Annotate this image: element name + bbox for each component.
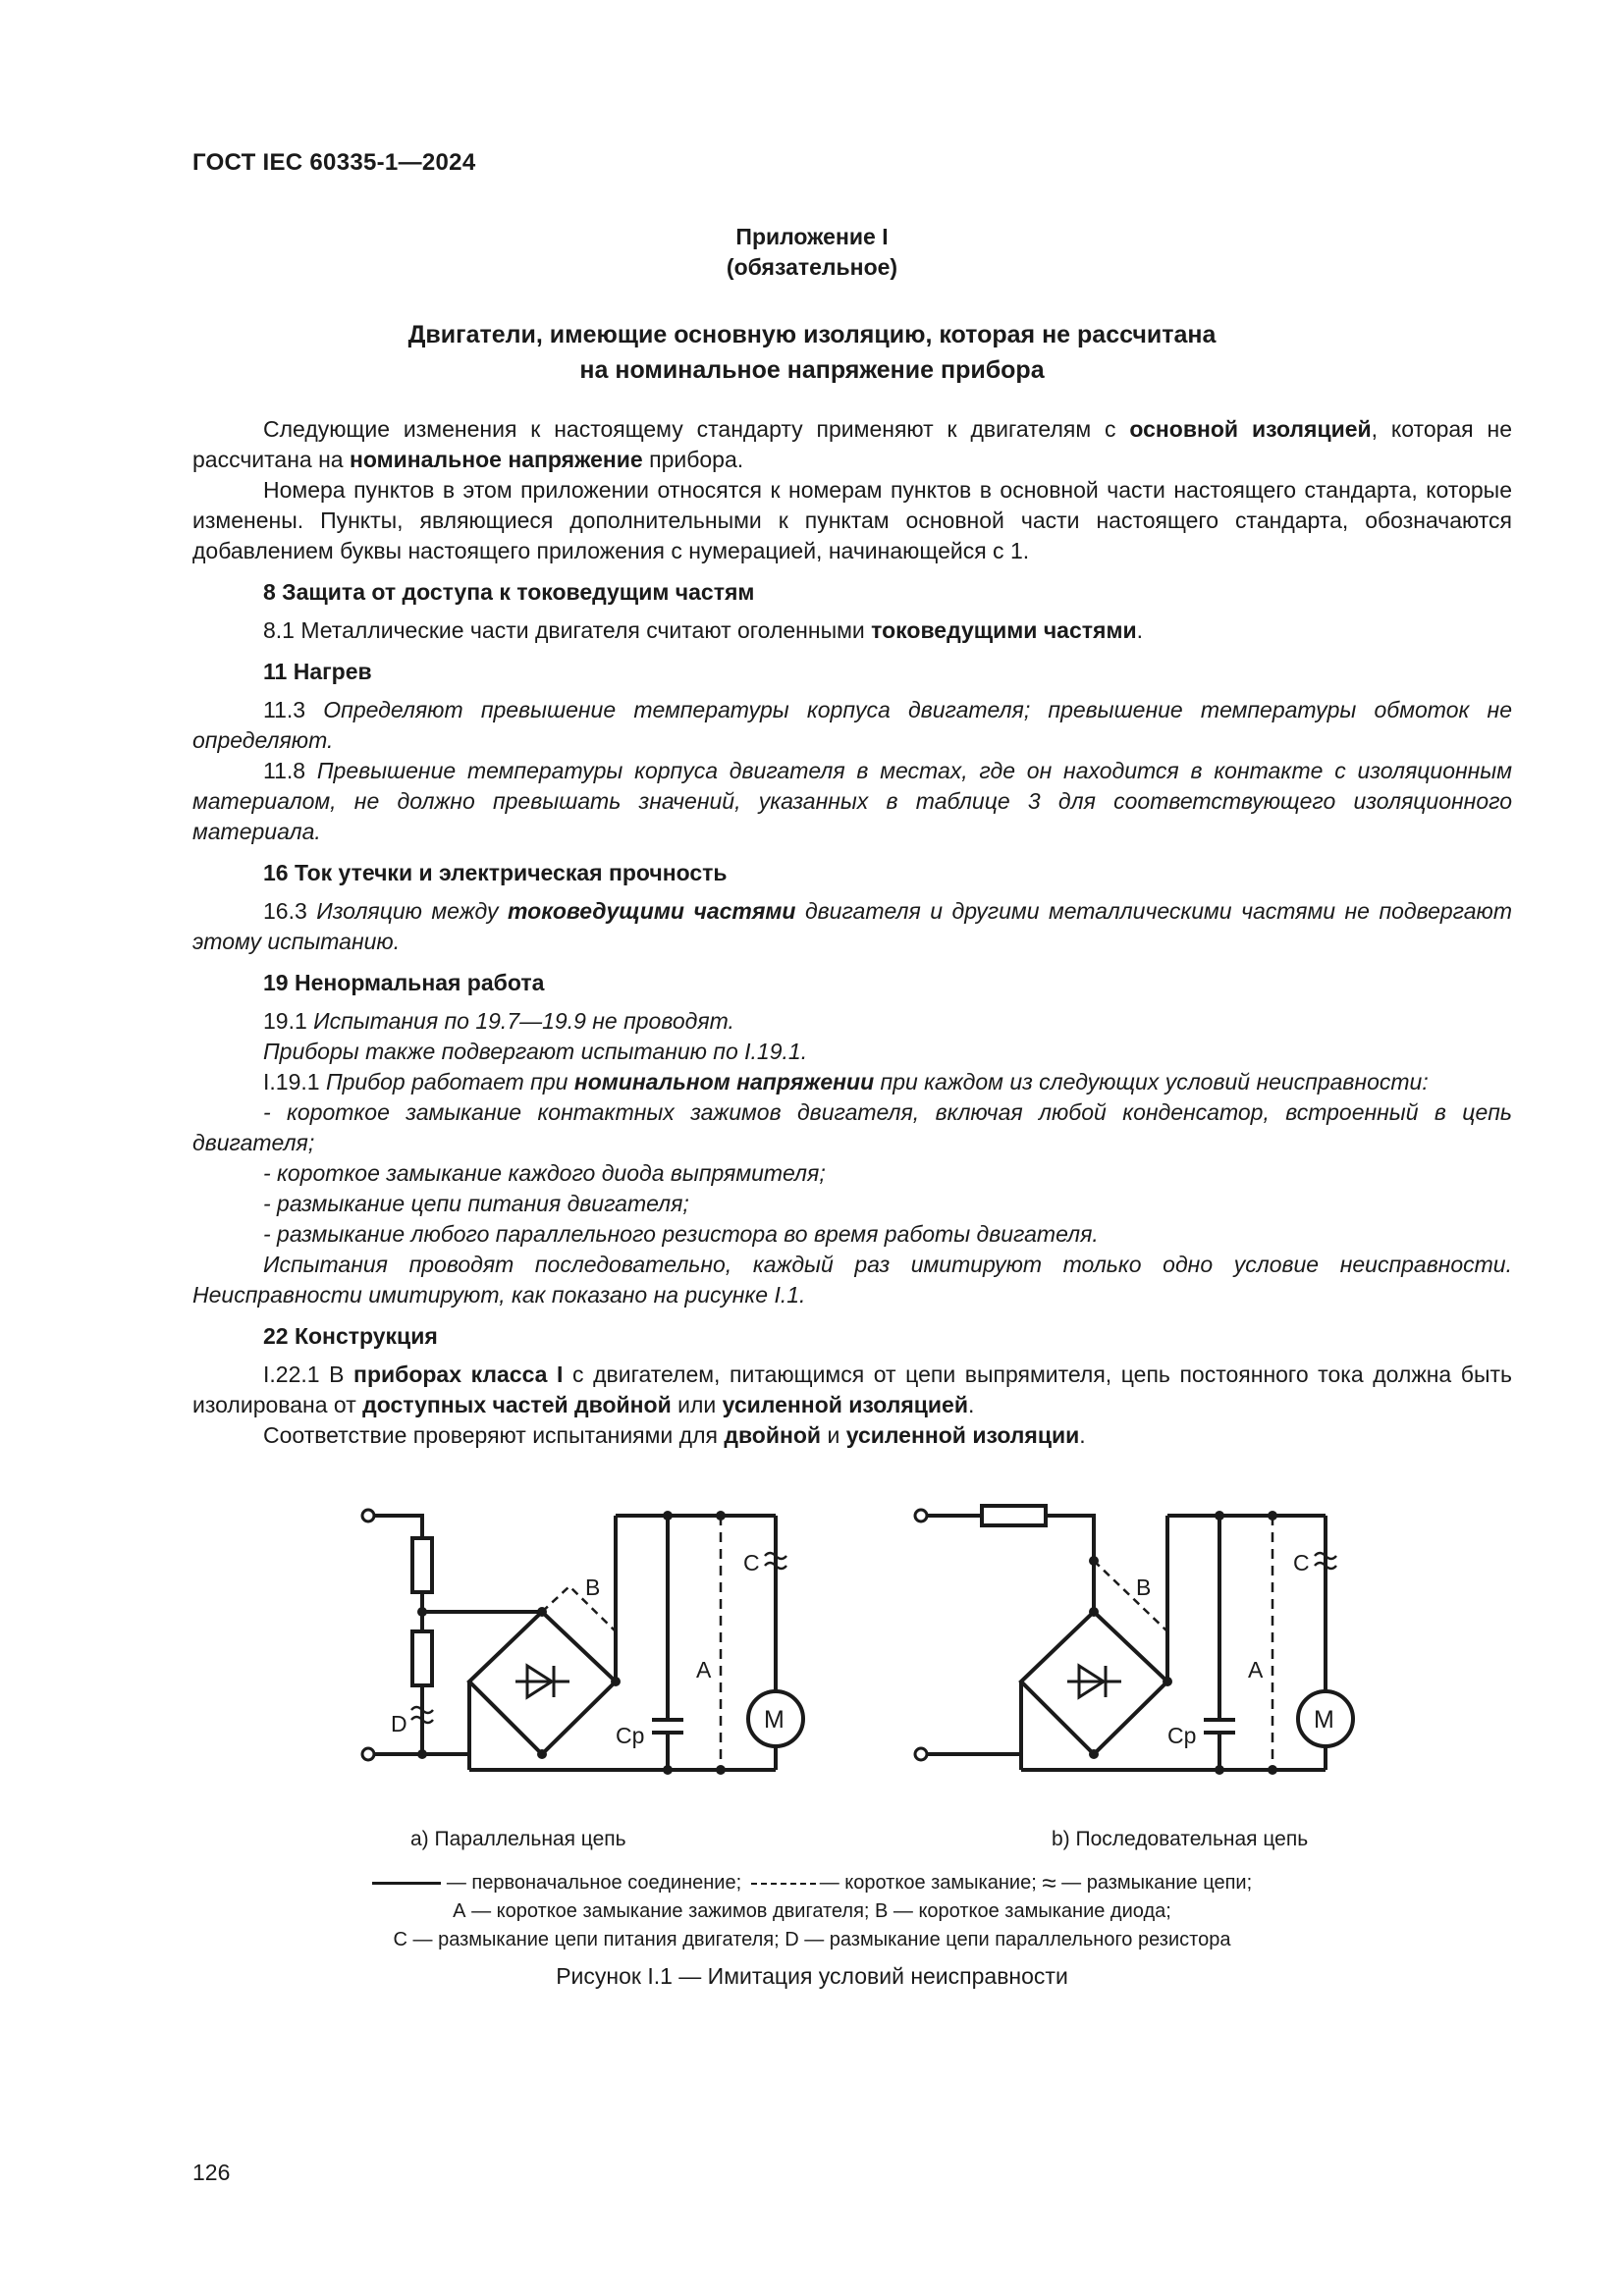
section-19-heading: 19 Ненормальная работа [263,970,545,995]
label-c: C [1293,1550,1310,1575]
junction-dot [663,1511,673,1521]
figure-caption: Рисунок I.1 — Имитация условий неисправности [556,1963,1068,1989]
clause-i-19-1: I.19.1 Прибор работает при номинальном напряжении при каждом из следующих условий неисправности: [263,1069,1429,1095]
legend-line-1: — первоначальное соединение; — короткое замыкание; ≈ — размыкание цепи; [0,1869,1624,1897]
circuit-parallel [362,1510,803,1775]
resistor-1 [412,1538,432,1592]
annex-subject-line2: на номинальное напряжение прибора [579,356,1045,384]
wire [374,1516,422,1538]
figure-legend [0,1869,1624,1954]
label-a: A [696,1657,712,1682]
annex-status: (обязательное) [726,254,898,280]
section-11-heading: 11 Нагрев [263,659,372,684]
caption-series: b) Последовательная цепь [1052,1828,1309,1850]
junction-dot [716,1511,726,1521]
junction-dot [611,1677,621,1686]
solid-line-icon [372,1882,441,1885]
label-d: D [391,1711,407,1736]
label-b: B [585,1575,601,1600]
annex-subject-line1: Двигатели, имеющие основную изоляцию, которая не рассчитана [407,321,1217,348]
junction-dot [417,1607,427,1617]
junction-dot [1089,1749,1099,1759]
clause-11-3: 11.3 Определяют превышение температуры корпуса двигателя; превышение температуры обмоток не определяют. [192,697,1513,753]
section-16-heading: 16 Ток утечки и электрическая прочность [263,860,728,885]
junction-dot [1268,1511,1277,1521]
label-c: C [743,1550,760,1575]
label-m: M [764,1706,785,1734]
clause-i-22-1-compliance: Соответствие проверяют испытаниями для двойной и усиленной изоляции. [263,1422,1086,1448]
label-a: A [1248,1657,1264,1682]
label-cp: Cp [616,1723,645,1748]
clause-16-3: 16.3 Изоляцию между токоведущими частями двигателя и другими металлическими частями не подвергают этому испытанию. [192,898,1513,954]
clause-11-8: 11.8 Превышение температуры корпуса двигателя в местах, где он находится в контакте с изоляционным материалом, не должно превышать значений, указанных в таблице 3 для соответствующего изоляционного материала. [192,758,1512,844]
legend-line-2: А — короткое замыкание зажимов двигателя; В — короткое замыкание диода; [453,1900,1171,1923]
junction-dot [1089,1556,1099,1566]
terminal-bottom-a [362,1748,374,1760]
clause-19-1: 19.1 Испытания по 19.7—19.9 не проводят. [263,1008,734,1034]
caption-parallel: а) Параллельная цепь [410,1828,626,1850]
junction-dot [716,1765,726,1775]
junction-dot [663,1765,673,1775]
junction-dot [537,1749,547,1759]
terminal-top-b [915,1510,927,1522]
label-b: B [1136,1575,1152,1600]
tilde-icon: ≈ [1042,1868,1056,1898]
section-22-heading: 22 Конструкция [263,1323,438,1349]
label-cp: Cp [1167,1723,1197,1748]
resistor-2 [412,1631,432,1685]
page-number: 126 [192,2160,231,2185]
list-item: - короткое замыкание контактных зажимов двигателя, включая любой конденсатор, встроенный в цепь двигателя; [192,1099,1512,1155]
junction-dot [1215,1511,1224,1521]
annex-title: Приложение I [735,224,889,249]
list-item: - короткое замыкание каждого диода выпрямителя; [263,1160,826,1186]
junction-dot [1215,1765,1224,1775]
clause-19-note: Испытания проводят последовательно, каждый раз имитируют только одно условие неисправности. Неисправности имитируют, как показано на рисунке I.1. [192,1252,1512,1308]
junction-dot [417,1749,427,1759]
label-m: M [1314,1706,1334,1734]
section-8-heading: 8 Защита от доступа к токоведущим частям [263,579,755,605]
page-header: ГОСТ IEC 60335-1—2024 [192,149,476,176]
junction-dot [537,1607,547,1617]
clause-8-1: 8.1 Металлические части двигателя считают оголенными токоведущими частями. [263,617,1143,643]
terminal-top-a [362,1510,374,1522]
circuit-series [915,1506,1353,1775]
junction-dot [1089,1607,1099,1617]
wire [1046,1516,1094,1612]
terminal-bottom-b [915,1748,927,1760]
dashed-line-icon [751,1883,816,1885]
intro-paragraph-1: Следующие изменения к настоящему стандарту применяют к двигателям с основной изоляцией, которая не рассчитана на номинальное напряжение прибора. [192,416,1513,472]
intro-paragraph-2: Номера пунктов в этом приложении относятся к номерам пунктов в основной части настоящего стандарта, которые изменены. Пункты, являющиеся дополнительными к пунктам основной части настоящего стандарта, обозначаются добавлением буквы настоящего приложения с нумерацией, начинающейся с 1. [192,477,1512,563]
junction-dot [1268,1765,1277,1775]
clause-i-22-1: I.22.1 В приборах класса I с двигателем, питающимся от цепи выпрямителя, цепь постоянного тока должна быть изолирована от доступных частей двойной или усиленной изоляцией. [192,1362,1512,1417]
list-item: - размыкание цепи питания двигателя; [263,1191,689,1216]
list-item: - размыкание любого параллельного резистора во время работы двигателя. [263,1221,1099,1247]
junction-dot [1163,1677,1172,1686]
legend-line-3: С — размыкание цепи питания двигателя; D — размыкание цепи параллельного резистора [393,1929,1231,1951]
series-resistor [982,1506,1046,1525]
clause-19-1-extra: Приборы также подвергают испытанию по I.19.1. [263,1039,808,1064]
